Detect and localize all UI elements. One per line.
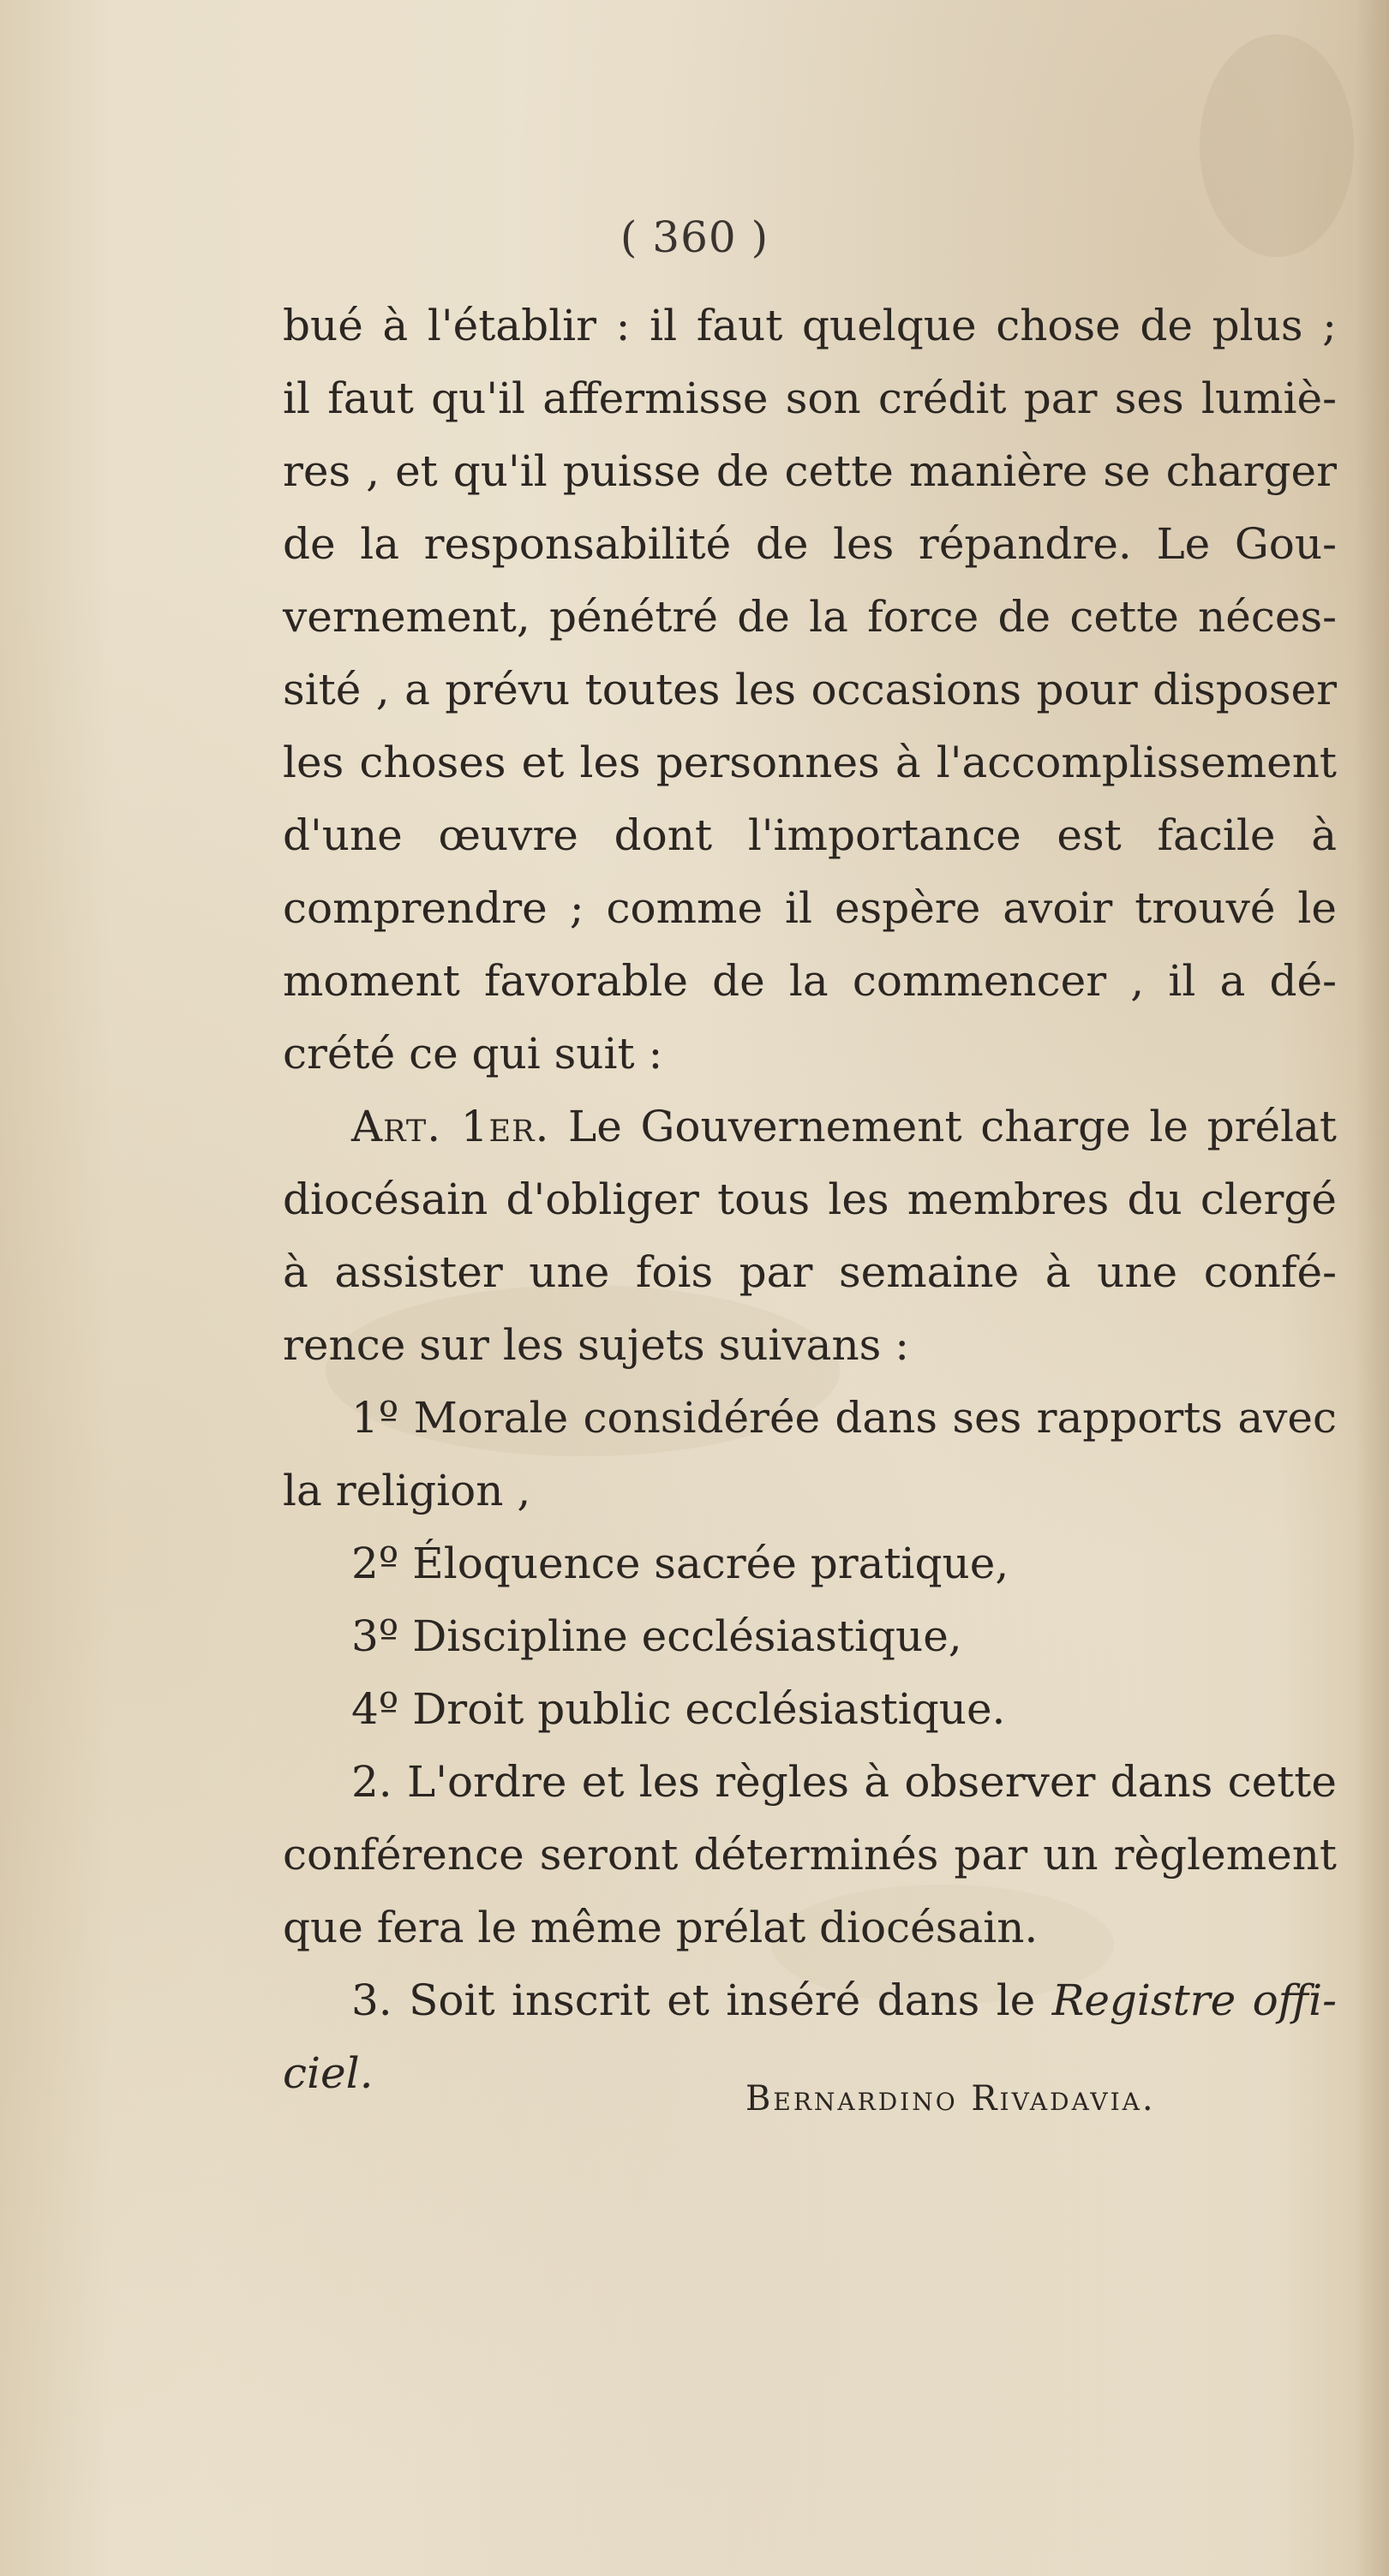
text-line: comprendre ; comme il espère avoir trouvé le bbox=[283, 883, 1337, 933]
text-line: que fera le même prélat diocésain. bbox=[283, 1903, 1039, 1952]
list-item: 3º Discipline ecclésiastique, bbox=[351, 1611, 962, 1661]
text-line: d'une œuvre dont l'importance est facile à bbox=[283, 810, 1337, 860]
text-line: vernement, pénétré de la force de cette néces- bbox=[283, 592, 1337, 642]
text-line: 2. L'ordre et les règles à observer dans cette bbox=[351, 1757, 1337, 1807]
text-line: les choses et les personnes à l'accomplissement bbox=[283, 738, 1337, 787]
text-line: de la responsabilité de les répandre. Le Gou- bbox=[283, 519, 1337, 569]
text-line: moment favorable de la commencer , il a dé- bbox=[283, 956, 1337, 1006]
page-edge-shadow bbox=[1355, 0, 1389, 2576]
page-number: ( 360 ) bbox=[620, 212, 769, 262]
article-1-first-line bbox=[283, 1091, 1337, 1163]
text-line: crété ce qui suit : bbox=[283, 1029, 663, 1079]
text-line: à assister une fois par semaine à une confé- bbox=[283, 1247, 1337, 1297]
text-line: res , et qu'il puisse de cette manière se charger bbox=[283, 446, 1337, 496]
main-text bbox=[283, 290, 1337, 2110]
list-item: 4º Droit public ecclésiastique. bbox=[351, 1684, 1006, 1734]
list-item-continuation: la religion , bbox=[283, 1466, 531, 1515]
signature: Bernardino Rivadavia. bbox=[745, 2079, 1156, 2119]
article-1 bbox=[283, 1091, 1337, 1382]
text-line: diocésain d'obliger tous les membres du clergé bbox=[283, 1174, 1337, 1224]
registry-title: Registre offi- bbox=[1051, 1975, 1337, 2025]
article-1-label: Art. 1er. bbox=[351, 1102, 550, 1151]
list-item: 1º Morale considérée dans ses rapports avec bbox=[351, 1393, 1337, 1443]
text-line: 3. Soit inscrit et inséré dans le bbox=[351, 1975, 1036, 2025]
text-line: il faut qu'il affermisse son crédit par ses lumiè- bbox=[283, 374, 1337, 423]
intro-paragraph bbox=[283, 290, 1337, 1091]
text-line: rence sur les sujets suivans : bbox=[283, 1320, 910, 1370]
article-2 bbox=[283, 1746, 1337, 1964]
registry-title-continuation: ciel. bbox=[283, 2048, 374, 2098]
text-line: Le Gouvernement charge le prélat bbox=[568, 1102, 1337, 1151]
text-line: conférence seront déterminés par un règlement bbox=[283, 1830, 1337, 1880]
article-3-first-line bbox=[283, 1964, 1337, 2037]
subject-list bbox=[283, 1382, 1337, 1746]
list-item: 2º Éloquence sacrée pratique, bbox=[351, 1539, 1009, 1588]
text-line: bué à l'établir : il faut quelque chose de plus ; bbox=[283, 301, 1337, 350]
text-line: sité , a prévu toutes les occasions pour disposer bbox=[283, 665, 1337, 714]
